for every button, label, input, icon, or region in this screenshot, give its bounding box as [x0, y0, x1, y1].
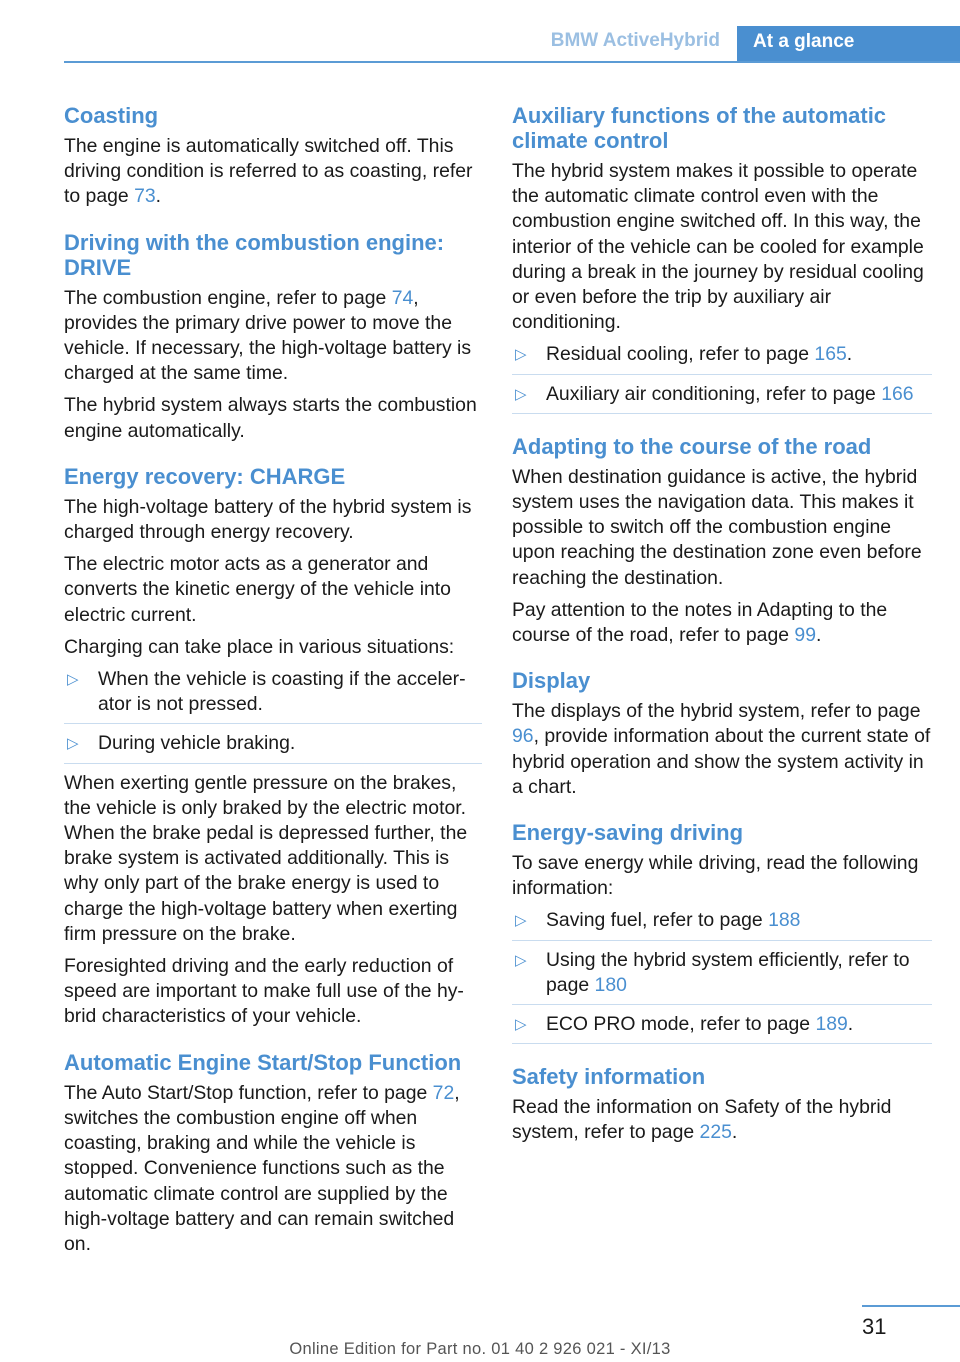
list-item: ▷ Using the hybrid system efficiently, refer to page 180	[512, 948, 932, 1005]
list-item: ▷ When the vehicle is coasting if the accelerator is not pressed.	[64, 667, 482, 724]
safety-text: Read the information on Safety of the hybrid system, refer to page 225.	[512, 1096, 892, 1144]
charge-text-2: The electric motor acts as a generator and converts the kinetic energy of the vehicle into electric current.	[64, 553, 451, 626]
coasting-text: The engine is automatically switched off. This driving condition is referred to as coasting, refer to page 73.	[64, 135, 473, 208]
triangle-bullet-icon: ▷	[515, 912, 527, 930]
page-link[interactable]: 188	[768, 909, 801, 932]
triangle-bullet-icon: ▷	[515, 1016, 527, 1034]
page-link[interactable]: 99	[794, 624, 816, 647]
autostart-text: The Auto Start/Stop function, refer to page 72, switches the combustion engine off when coasting, braking and while the vehicle is stopped. Convenience functions such as the automatic climate control are supplied by the high-voltage battery and can remain switched on.	[64, 1081, 460, 1255]
charge-text-5: Foresighted driving and the early reduction of speed are important to make full use of the hybrid characteristics of your vehicle.	[64, 955, 464, 1028]
page-link[interactable]: 73	[134, 185, 156, 208]
edition-footer: Online Edition for Part no. 01 40 2 926 021 - XI/13	[289, 1340, 671, 1358]
header-divider	[64, 61, 960, 63]
charge-heading: Energy recovery: CHARGE	[64, 463, 346, 489]
footer-divider	[862, 1305, 960, 1307]
road-heading: Adapting to the course of the road	[512, 433, 872, 459]
aux-bullet-list	[512, 342, 932, 413]
list-item: ▷ Saving fuel, refer to page 188	[512, 908, 932, 940]
page-header	[0, 26, 960, 62]
page-link[interactable]: 225	[699, 1121, 732, 1144]
right-column	[512, 103, 932, 1153]
saving-bullet-list	[512, 908, 932, 1044]
triangle-bullet-icon: ▷	[515, 385, 527, 403]
page-number: 31	[862, 1314, 887, 1339]
page-link[interactable]: 96	[512, 725, 534, 748]
saving-heading: Energy-saving driving	[512, 820, 744, 846]
charge-text-4: When exerting gentle pressure on the brakes, the vehicle is only braked by the electric motor. When the brake pedal is depressed further, the brake system is activated additionally. This is why only part of the brake energy is used to charge the high-voltage battery when exerting firm pressure on the brake.	[64, 771, 468, 945]
display-heading: Display	[512, 668, 591, 694]
aux-text: The hybrid system makes it possible to operate the automatic climate control even with the combustion engine switched off. In this way, the interior of the vehicle can be cooled for example during a break in the journey by residual cooling or even before the trip by auxiliary air conditioning.	[512, 160, 924, 334]
header-section-title: BMW ActiveHybrid	[550, 30, 720, 51]
charge-text-1: The high-voltage battery of the hybrid system is charged through energy recovery.	[64, 495, 472, 544]
page-link[interactable]: 189	[815, 1013, 848, 1036]
header-chapter-tab: At a glance	[737, 26, 960, 63]
drive-text: The combustion engine, refer to page 74, provides the primary drive power to move the vehicle. If necessary, the high-voltage battery is charged at the same time.	[64, 286, 472, 385]
page-link[interactable]: 180	[594, 973, 627, 996]
list-item: ▷ Residual cooling, refer to page 165.	[512, 342, 932, 374]
triangle-bullet-icon: ▷	[515, 951, 527, 969]
road-text-1: When destination guidance is active, the hybrid system uses the navigation data. This makes it possible to switch off the combustion engine upon reaching the destination zone even before reaching the destination.	[512, 465, 922, 589]
left-column	[64, 103, 482, 1264]
list-item: ▷ Auxiliary air conditioning, refer to page 166	[512, 382, 932, 414]
triangle-bullet-icon: ▷	[67, 671, 79, 689]
display-text: The displays of the hybrid system, refer to page 96, provide information about the current state of hybrid operation and show the system activity in a chart.	[512, 700, 931, 798]
charge-bullet-list	[64, 667, 482, 764]
safety-heading: Safety information	[512, 1064, 706, 1090]
aux-heading: Auxiliary functions of the automatic climate control	[512, 103, 887, 153]
list-item: ▷ During vehicle braking.	[64, 731, 482, 763]
road-text-2: Pay attention to the notes in Adapting to the course of the road, refer to page 99.	[512, 598, 888, 647]
page-link[interactable]: 72	[432, 1081, 455, 1104]
page-link[interactable]: 74	[391, 286, 414, 309]
drive-text-2: The hybrid system always starts the combustion engine automatically.	[64, 394, 477, 442]
coasting-heading: Coasting	[64, 103, 159, 128]
autostart-heading: Automatic Engine Start/Stop Function	[64, 1049, 462, 1075]
triangle-bullet-icon: ▷	[515, 346, 527, 364]
page-link[interactable]: 166	[881, 382, 914, 405]
triangle-bullet-icon: ▷	[67, 735, 79, 753]
saving-text: To save energy while driving, read the following information:	[512, 852, 919, 900]
drive-heading: Driving with the combustion engine: DRIVE	[64, 229, 445, 280]
page-link[interactable]: 165	[814, 343, 847, 366]
list-item: ▷ ECO PRO mode, refer to page 189.	[512, 1012, 932, 1044]
charge-text-3: Charging can take place in various situations:	[64, 635, 455, 658]
